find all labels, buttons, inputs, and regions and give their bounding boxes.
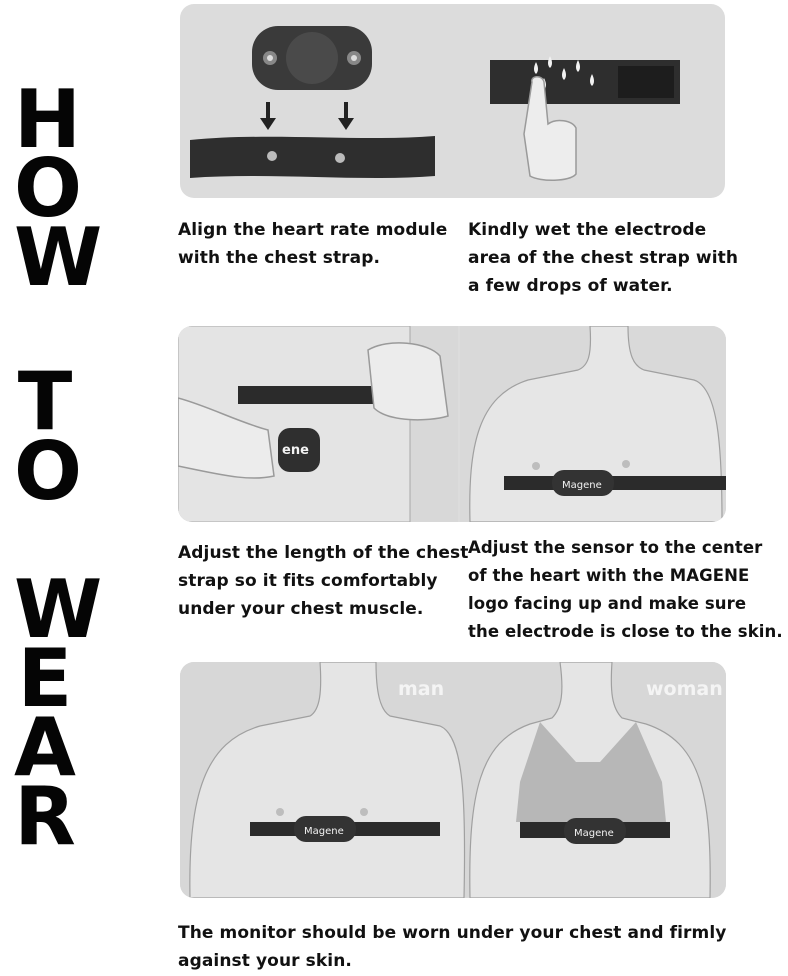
caption-line: against your skin. (178, 951, 352, 971)
caption-line: Kindly wet the electrode (468, 220, 707, 240)
title-letter-w: W (14, 211, 103, 304)
down-arrow-icon (260, 102, 354, 130)
caption-step3 (178, 539, 469, 623)
caption-line: a few drops of water. (468, 276, 673, 296)
chest-strap (504, 476, 726, 490)
caption-line: area of the chest strap with (468, 248, 739, 268)
caption-line: Adjust the sensor to the center (468, 538, 763, 557)
title-letter-o: O (14, 142, 83, 235)
caption-step1 (178, 216, 447, 272)
caption-line: Align the heart rate module (178, 220, 448, 240)
caption-line: Adjust the length of the chest (178, 543, 469, 563)
title-letter-t: T (17, 355, 73, 448)
caption-line: logo facing up and make sure (468, 594, 747, 613)
caption-step2 (468, 216, 738, 300)
module-logo-text: Magene (562, 480, 602, 491)
module-logo-text: ene (282, 443, 309, 458)
caption-step5 (178, 919, 726, 975)
module-logo-text: Magene (304, 826, 344, 837)
chest-strap (190, 136, 435, 178)
label-woman: woman (646, 678, 723, 700)
illustration-align-and-wet (180, 4, 725, 198)
panel-step3-4 (178, 326, 726, 522)
heart-rate-module (252, 26, 372, 90)
caption-step4 (468, 534, 783, 646)
caption-line: of the heart with the MAGENE (468, 566, 750, 585)
caption-line: with the chest strap. (178, 248, 381, 268)
title-letter-r: R (14, 770, 76, 863)
caption-line: under your chest muscle. (178, 599, 424, 619)
title-letter-e: E (17, 632, 73, 725)
module-logo-text: Magene (574, 828, 614, 839)
title-letter-h: H (14, 73, 81, 166)
label-man: man (398, 678, 445, 700)
caption-line: the electrode is close to the skin. (468, 622, 783, 641)
illustration-adjust-strap (178, 326, 726, 522)
hand-icon (368, 343, 448, 420)
caption-line: The monitor should be worn under your chest and firmly (178, 923, 727, 943)
illustration-man-woman (180, 662, 726, 898)
panel-step5 (180, 662, 726, 898)
title-letter-w2: W (14, 563, 103, 656)
title-letter-a: A (14, 701, 76, 794)
panel-step1-2 (180, 4, 725, 198)
caption-line: strap so it fits comfortably (178, 571, 438, 591)
title-letter-o2: O (14, 425, 83, 518)
